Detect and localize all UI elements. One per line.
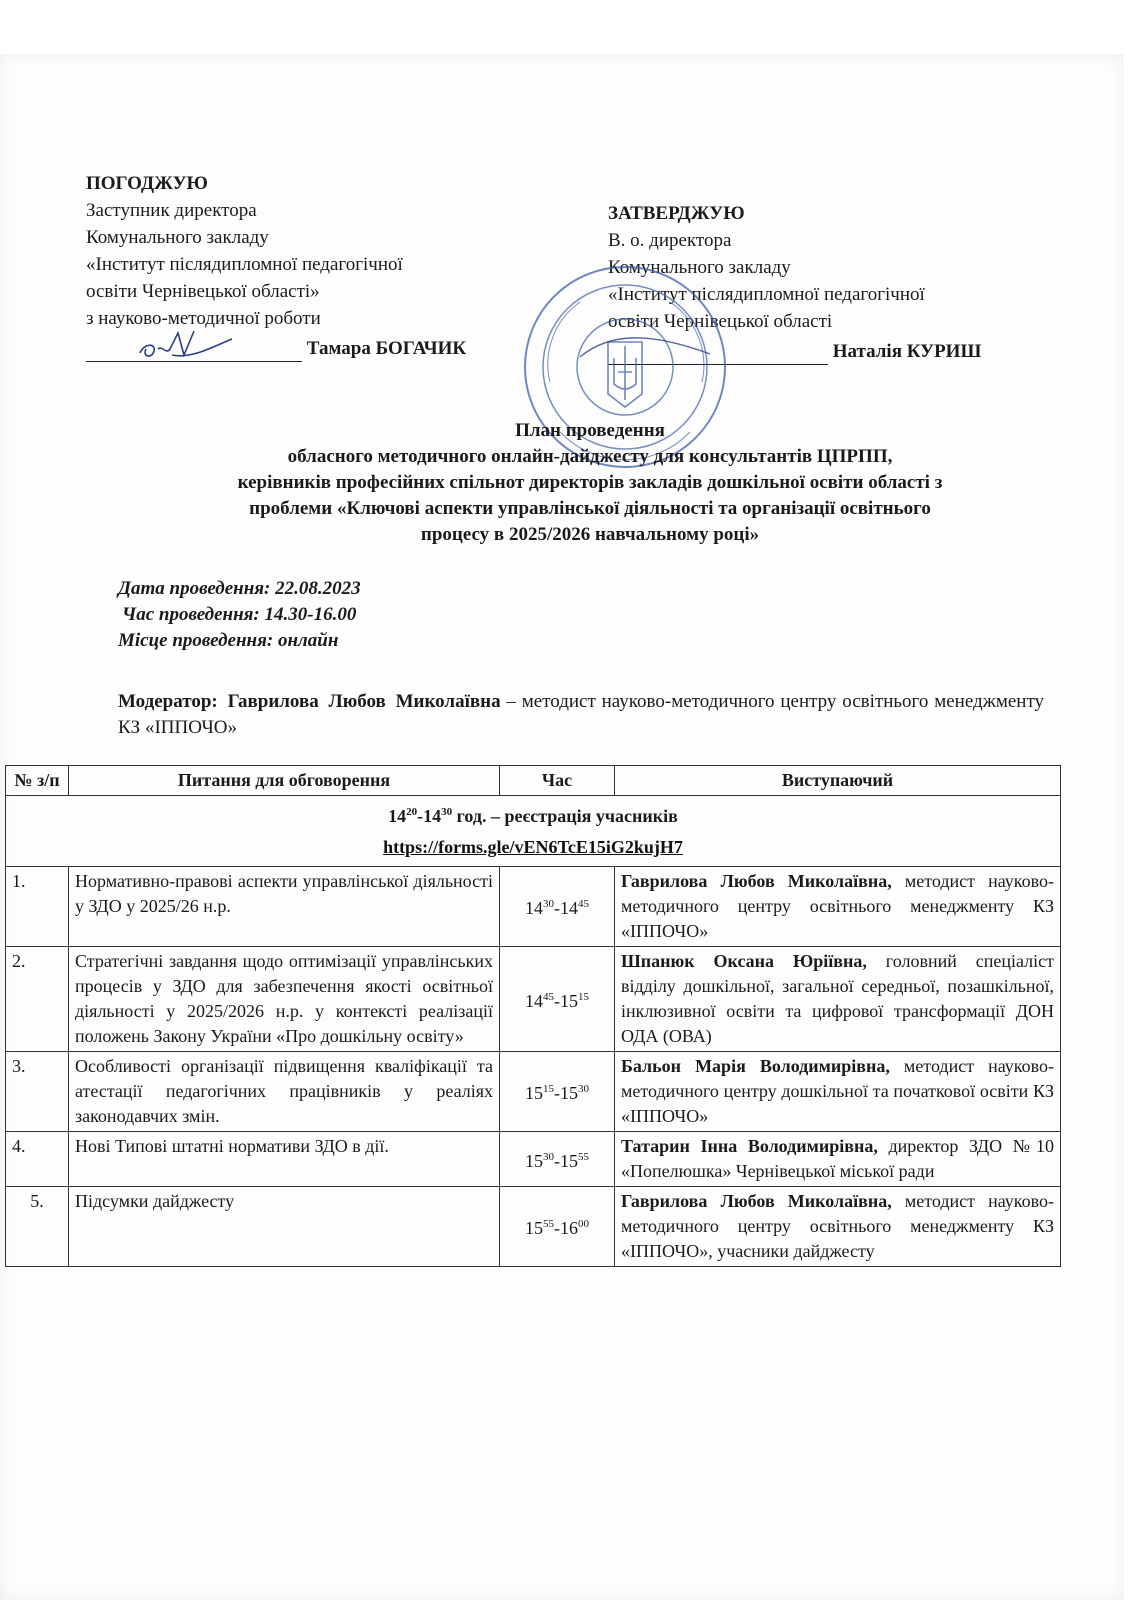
row-time: $15^{55}-16^{00}$ [500,1187,615,1267]
table-row [6,867,1061,947]
approval-line: «Інститут післядипломної педагогічної [608,284,925,305]
approval-heading: ПОГОДЖУЮ [86,173,208,194]
signer-name: Наталія КУРИШ [832,341,982,362]
approval-line: Заступник директора [86,200,257,221]
row-topic: Нові Типові штатні нормативи ЗДО в дії. [69,1132,500,1187]
row-time: $15^{15}-15^{30}$ [500,1052,615,1132]
event-time: Час проведення: 14.30-16.00 [122,604,357,625]
row-topic: Підсумки дайджесту [69,1187,500,1267]
moderator-paragraph [118,689,1044,741]
approval-line: з науково-методичної роботи [86,308,321,329]
title-line: обласного методичного онлайн-дайджесту для консультантів ЦПРПП, [287,446,893,467]
event-date: Дата проведення: 22.08.2023 [118,578,361,599]
title-line: процесу в 2025/2026 навчальному році» [420,524,760,545]
registration-row [6,796,1061,867]
table-header-row [6,766,1061,796]
handwritten-signature [132,325,242,365]
approval-line: Комунального закладу [86,227,269,248]
row-speaker: Татарин Інна Володимирівна, директор ЗДО №10 «Попелюшка» Чернівецької міської ради [615,1132,1061,1187]
row-topic: Нормативно-правові аспекти управлінської діяльності у ЗДО у 2025/26 н.р. [69,867,500,947]
title-line: проблеми «Ключові аспекти управлінської діяльності та організації освітнього [249,498,931,519]
approval-line: Комунального закладу [608,257,791,278]
schedule-table [5,765,1061,1267]
title-line: керівників професійних спільнот директорів закладів дошкільної освіти області з [237,472,943,493]
row-speaker: Гаврилова Любов Миколаївна, методист науково-методичного центру освітнього менеджменту КЗ «ІППОЧО» [615,867,1061,947]
approval-line: В. о. директора [608,230,732,251]
approval-line: «Інститут післядипломної педагогічної [86,254,403,275]
table-row [6,1187,1061,1267]
row-number: 1. [6,867,69,947]
event-place: Місце проведення: онлайн [118,630,339,651]
registration-link[interactable]: https://forms.gle/vEN6TcE15iG2kujH7 [383,837,683,857]
row-time: $14^{30}-14^{45}$ [500,867,615,947]
document-title [100,418,1080,548]
row-speaker: Шпанюк Оксана Юріївна, головний спеціаліст відділу дошкільної, загальної середньої, позашкільної, інклюзивної освіти та цифрової трансформації ДОН ОДА (ОВА) [615,947,1061,1052]
moderator-text: – методист науково-методичного центру освітнього менеджменту КЗ «ІППОЧО» [118,691,1044,738]
signer-name: Тамара БОГАЧИК [306,338,467,359]
table-row [6,1132,1061,1187]
row-speaker: Гаврилова Любов Миколаївна, методист науково-методичного центру освітнього менеджменту КЗ «ІППОЧО», учасники дайджесту [615,1187,1061,1267]
header-time: Час [500,766,615,796]
approval-line: освіти Чернівецької області [608,311,833,332]
row-number: 4. [6,1132,69,1187]
event-meta [118,576,361,654]
row-number: 3. [6,1052,69,1132]
row-time: $15^{30}-15^{55}$ [500,1132,615,1187]
table-row [6,947,1061,1052]
row-speaker: Бальон Марія Володимирівна, методист науково-методичного центру дошкільної та початкової освіти КЗ «ІППОЧО» [615,1052,1061,1132]
row-topic: Стратегічні завдання щодо оптимізації управлінських процесів у ЗДО для забезпечення якості освітньої діяльності у 2025/2026 н.р. у контексті реалізації положень Закону України «Про дошкільну освіту» [69,947,500,1052]
approval-line: освіти Чернівецької області» [86,281,320,302]
row-topic: Особливості організації підвищення кваліфікації та атестації педагогічних працівників у реаліях законодавчих змін. [69,1052,500,1132]
row-number: 2. [6,947,69,1052]
row-time: $14^{45}-15^{15}$ [500,947,615,1052]
row-number: 5. [6,1187,69,1267]
table-row [6,1052,1061,1132]
registration-text: $14^{20}-14^{30}$ год. – реєстрація учасників [388,806,678,826]
header-number: № з/п [6,766,69,796]
moderator-label: Модератор: Гаврилова Любов Миколаївна [118,691,501,712]
title-line: План проведення [515,420,665,441]
approval-heading: ЗАТВЕРДЖУЮ [608,203,745,224]
header-topic: Питання для обговорення [69,766,500,796]
header-speaker: Виступаючий [615,766,1061,796]
